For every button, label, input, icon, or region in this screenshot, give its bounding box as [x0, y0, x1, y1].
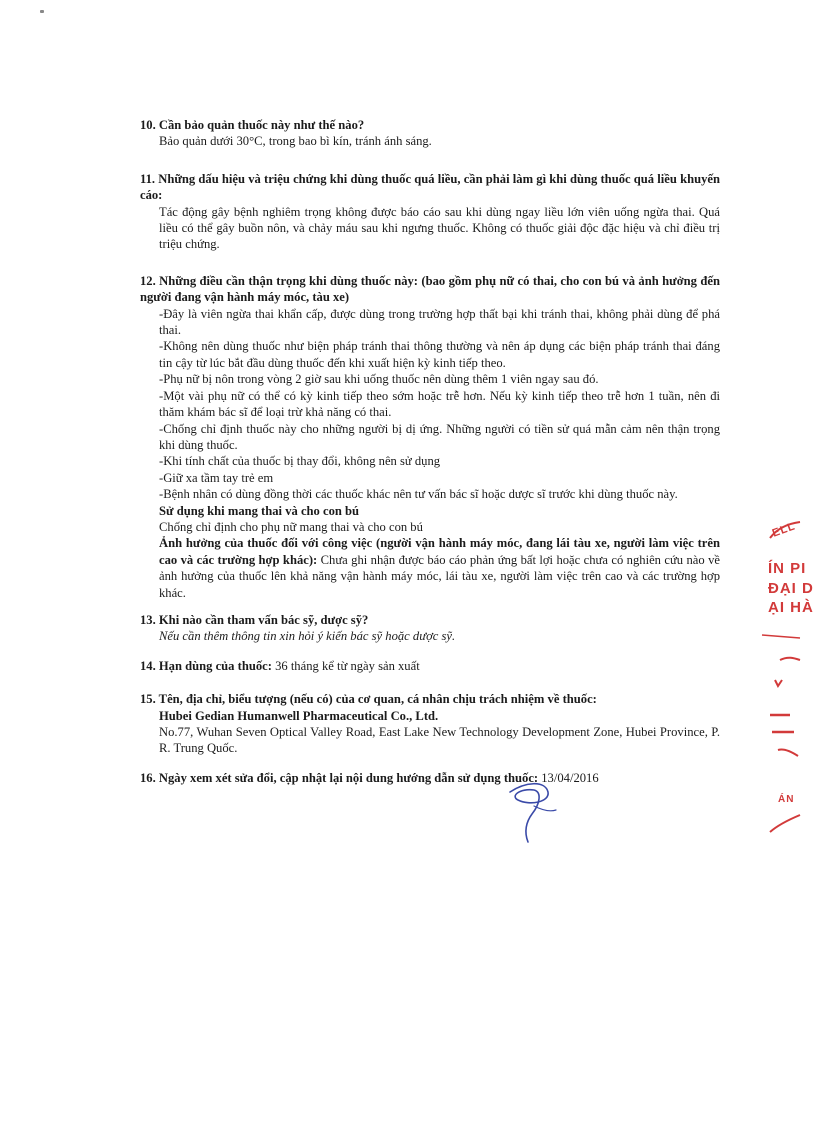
- section-12-heading: 12. Những điều cần thận trọng khi dùng thuốc này: (bao gồm phụ nữ có thai, cho con bú và ảnh hưởng đến người đang vận hành máy móc, tàu xe): [140, 273, 720, 305]
- section-16-heading: 16. Ngày xem xét sửa đổi, cập nhật lại nội dung hướng dẫn sử dụng thuốc:: [140, 770, 539, 785]
- list-item: -Một vài phụ nữ có thể có kỳ kinh tiếp theo sớm hoặc trễ hơn. Nếu kỳ kinh tiếp theo trễ hơn 1 tuần, nên đi thăm khám bác sĩ để loại trừ khả năng có thai.: [159, 388, 720, 420]
- signature-mark: [490, 770, 570, 850]
- section-11-heading: 11. Những dấu hiệu và triệu chứng khi dùng thuốc quá liều, cần phải làm gì khi dùng thuốc quá liều khuyến cáo:: [140, 171, 720, 203]
- list-item: -Giữ xa tầm tay trẻ em: [159, 470, 274, 485]
- section-13-heading: 13. Khi nào cần tham vấn bác sỹ, dược sỹ?: [140, 612, 369, 627]
- section-14-heading: 14. Hạn dùng của thuốc:: [140, 658, 272, 673]
- list-item: -Phụ nữ bị nôn trong vòng 2 giờ sau khi uống thuốc nên dùng thêm 1 viên ngay sau đó.: [159, 372, 599, 387]
- section-14: [140, 658, 720, 674]
- section-11: [140, 171, 720, 253]
- stamp-text: ÁN: [778, 794, 795, 805]
- pregnancy-text: Chống chỉ định cho phụ nữ mang thai và cho con bú: [159, 519, 423, 534]
- scan-speck: [40, 10, 44, 13]
- stamp-text: ĐẠI D: [768, 580, 814, 597]
- stamp-text: ÍN PI: [768, 560, 807, 577]
- section-13: [140, 612, 720, 645]
- list-item: -Đây là viên ngừa thai khẩn cấp, được dùng trong trường hợp thất bại khi tránh thai, không phải dùng để phá thai.: [159, 306, 720, 338]
- section-15-heading: 15. Tên, địa chỉ, biểu tượng (nếu có) của cơ quan, cá nhân chịu trách nhiệm về thuốc:: [140, 692, 597, 707]
- section-11-text: Tác động gây bệnh nghiêm trọng không được báo cáo sau khi dùng ngay liều lớn viên uống ngừa thai. Quá liều có thể gây buồn nôn, và chảy máu sau khi ngưng thuốc. Không có thuốc giải độc đặc hiệu và chỉ điều trị triệu chứng.: [159, 204, 720, 252]
- pregnancy-heading: Sử dụng khi mang thai và cho con bú: [159, 503, 360, 518]
- list-item: -Chống chỉ định thuốc này cho những người bị dị ứng. Những người có tiền sử quá mẫn cảm nên thận trọng khi dùng thuốc.: [159, 421, 720, 452]
- work-heading: Ảnh hưởng của thuốc đối với công việc (người vận hành máy móc, đang lái tàu xe, người làm việc trên cao và các trường hợp khác):: [159, 536, 720, 567]
- document-body: [140, 117, 720, 806]
- section-12: [140, 273, 720, 601]
- stamp-partial: [750, 510, 814, 840]
- section-16: [140, 770, 720, 786]
- section-13-text: Nếu cần thêm thông tin xin hỏi ý kiến bác sỹ hoặc dược sỹ.: [159, 629, 456, 644]
- section-12-list: [140, 306, 720, 601]
- stamp-text: ẠI HÀ: [768, 599, 814, 616]
- section-14-text: 36 tháng kể từ ngày sản xuất: [271, 658, 420, 673]
- work-paragraph: [159, 535, 720, 601]
- list-item: -Bệnh nhân có dùng đồng thời các thuốc khác nên tư vấn bác sĩ hoặc dược sĩ trước khi dùng thuốc này.: [159, 487, 678, 502]
- section-10: [140, 117, 720, 150]
- work-text: Chưa ghi nhận được báo cáo phản ứng bất lợi hoặc chưa có nghiên cứu nào về ảnh hưởng của thuốc lên khả năng vận hành máy móc, lái tàu xe, người làm việc trên cao và các trường hợp khác.: [159, 552, 720, 600]
- section-15: [140, 691, 720, 757]
- list-item: -Không nên dùng thuốc như biện pháp tránh thai thông thường và nên áp dụng các biện pháp tránh thai đáng tin cậy từ lúc bắt đầu dùng thuốc đến khi xuất hiện kỳ kinh tiếp theo.: [159, 339, 720, 370]
- stamp-text: ELL: [770, 520, 798, 540]
- section-10-text: Bảo quản dưới 30°C, trong bao bì kín, tránh ánh sáng.: [159, 134, 432, 149]
- section-10-heading: 10. Cần bảo quản thuốc này như thế nào?: [140, 118, 365, 132]
- company-address: No.77, Wuhan Seven Optical Valley Road, East Lake New Technology Development Zone, Hubei Province, P. R. Trung Quốc.: [159, 725, 720, 756]
- section-16-date: 13/04/2016: [538, 770, 599, 785]
- company-name: Hubei Gedian Humanwell Pharmaceutical Co., Ltd.: [159, 708, 439, 723]
- list-item: -Khi tính chất của thuốc bị thay đổi, không nên sử dụng: [159, 454, 441, 469]
